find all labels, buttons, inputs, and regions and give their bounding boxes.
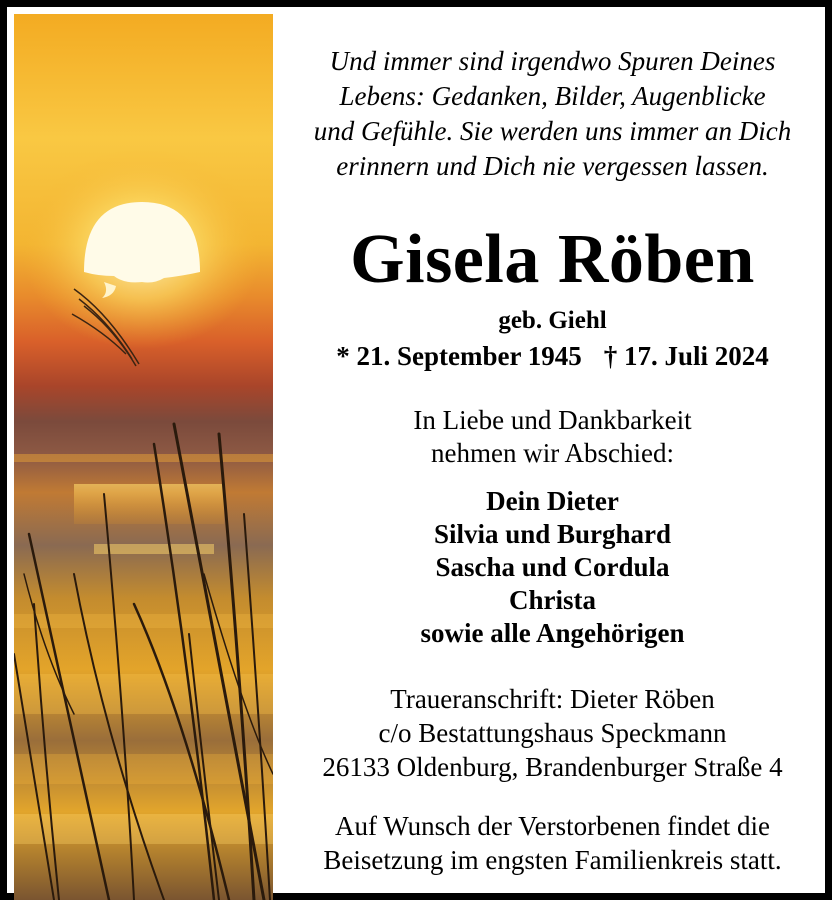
farewell-text [273,404,832,470]
notice-line: Beisetzung im engsten Familienkreis statt. [323,845,782,875]
mourning-address [273,682,832,784]
mourner: Christa [509,585,596,615]
address-line: 26133 Oldenburg, Brandenburger Straße 4 [322,752,783,782]
mourner: Silvia und Burghard [433,519,672,549]
mourner: Dein Dieter [486,486,619,516]
mourners-list [273,485,832,650]
poem-line: Und immer sind irgendwo Spuren Deines [329,46,776,76]
notice-line: Auf Wunsch der Verstorbenen findet die [334,811,771,841]
mourner: Sascha und Cordula [435,552,670,582]
maiden-name: geb. Giehl [498,307,607,334]
sunset-photo [14,14,273,900]
deceased-name: Gisela Röben [350,221,755,298]
life-dates [273,340,832,372]
farewell-line: In Liebe und Dankbarkeit [413,405,692,435]
poem-line: und Gefühle. Sie werden uns immer an Dich [313,116,792,146]
memorial-poem [273,44,832,184]
burial-notice [273,809,832,877]
death-date: † 17. Juli 2024 [603,341,769,371]
sunset-reeds-icon [14,14,273,900]
address-line: Traueranschrift: Dieter Röben [390,684,715,714]
poem-line: erinnern und Dich nie vergessen lassen. [336,151,769,181]
poem-line: Lebens: Gedanken, Bilder, Augenblicke [339,81,766,111]
obituary-text [273,14,832,900]
address-line: c/o Bestattungshaus Speckmann [378,718,727,748]
birth-date: * 21. September 1945 [336,341,582,371]
farewell-line: nehmen wir Abschied: [431,438,674,468]
mourner: sowie alle Angehörigen [420,618,685,648]
